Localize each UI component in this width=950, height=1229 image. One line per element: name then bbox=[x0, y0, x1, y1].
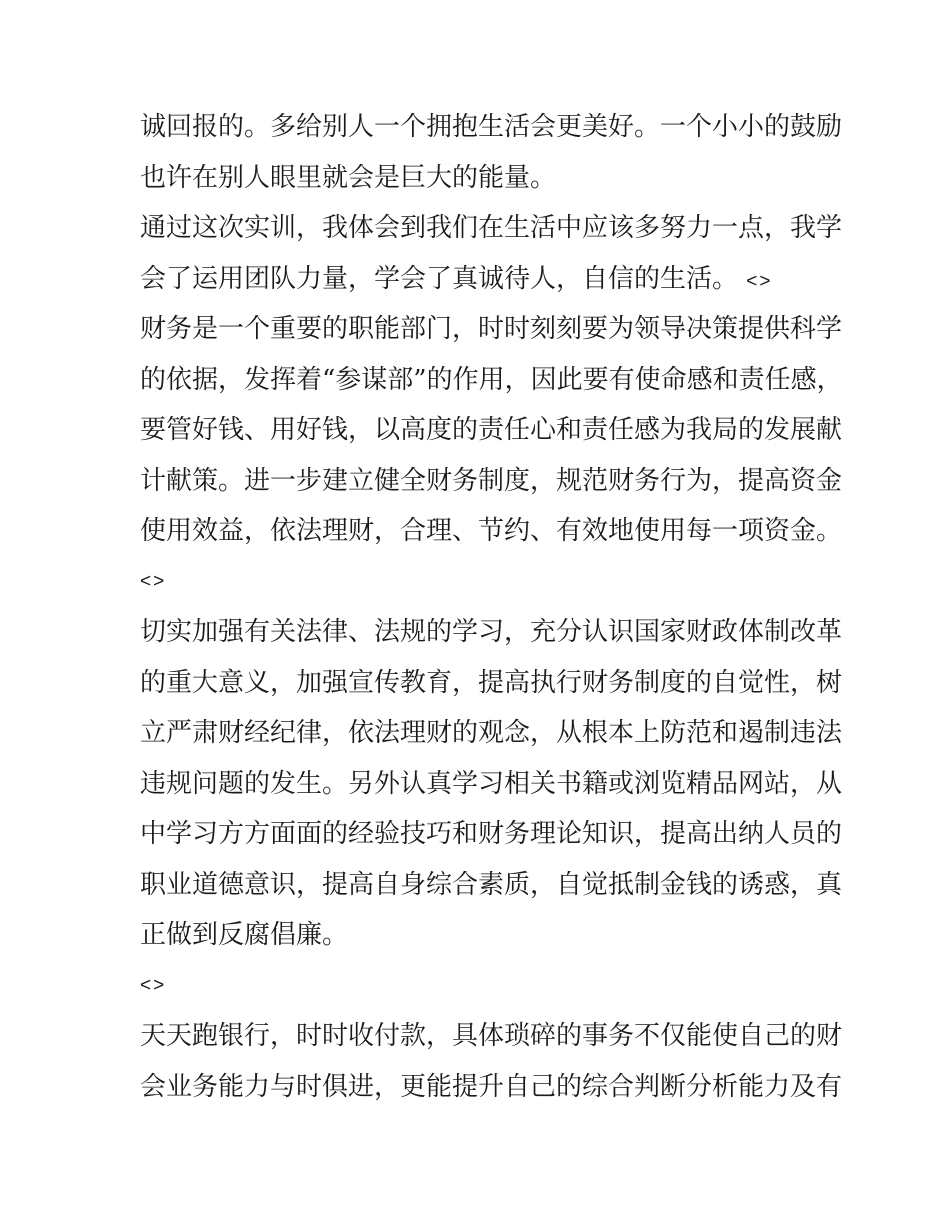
separator-marker: <> bbox=[140, 974, 167, 996]
text-line: 要管好钱、用好钱，以高度的责任心和责任感为我局的发展献 bbox=[140, 415, 843, 445]
text-line: 计献策。进一步建立健全财务制度，规范财务行为，提高资金 bbox=[140, 465, 843, 496]
text-line: 的依据，发挥着“参谋部”的作用，因此要有使命感和责任感， bbox=[140, 364, 843, 395]
text-line: 立严肃财经纪律，依法理财的观念，从根本上防范和遏制违法 bbox=[140, 718, 843, 748]
text-line: 也许在别人眼里就会是巨大的能量。 bbox=[140, 162, 557, 193]
text-line-with-separator bbox=[140, 254, 820, 305]
text-line: 正做到反腐倡廉。 bbox=[140, 920, 349, 950]
text-line: 职业道德意识，提高自身综合素质，自觉抵制金钱的诱惑，真 bbox=[140, 869, 843, 900]
text-line: 诚回报的。多给别人一个拥抱生活会更美好。一个小小的鼓励 bbox=[140, 112, 843, 142]
document-body bbox=[140, 102, 843, 1112]
text-line: 会业务能力与时俱进，更能提升自己的综合判断分析能力及有 bbox=[140, 1071, 843, 1102]
text-line: 使用效益，依法理财，合理、节约、有效地使用每一项资金。 bbox=[140, 516, 843, 546]
separator-marker: <> bbox=[140, 570, 167, 592]
text-line: 切实加强有关法律、法规的学习，充分认识国家财政体制改革 bbox=[140, 617, 843, 647]
separator-marker: <> bbox=[746, 270, 773, 292]
text-line: 会了运用团队力量，学会了真诚待人，自信的生活。 bbox=[140, 263, 739, 294]
text-line: 中学习方方面面的经验技巧和财务理论知识，提高出纳人员的 bbox=[140, 819, 843, 849]
text-line: 通过这次实训，我体会到我们在生活中应该多努力一点，我学 bbox=[140, 213, 843, 243]
text-line: 违规问题的发生。另外认真学习相关书籍或浏览精品网站，从 bbox=[140, 768, 843, 799]
text-line: 天天跑银行，时时收付款，具体琐碎的事务不仅能使自己的财 bbox=[140, 1021, 843, 1051]
text-line: 财务是一个重要的职能部门，时时刻刻要为领导决策提供科学 bbox=[140, 314, 843, 344]
text-line: 的重大意义，加强宣传教育，提高执行财务制度的自觉性，树 bbox=[140, 667, 843, 698]
